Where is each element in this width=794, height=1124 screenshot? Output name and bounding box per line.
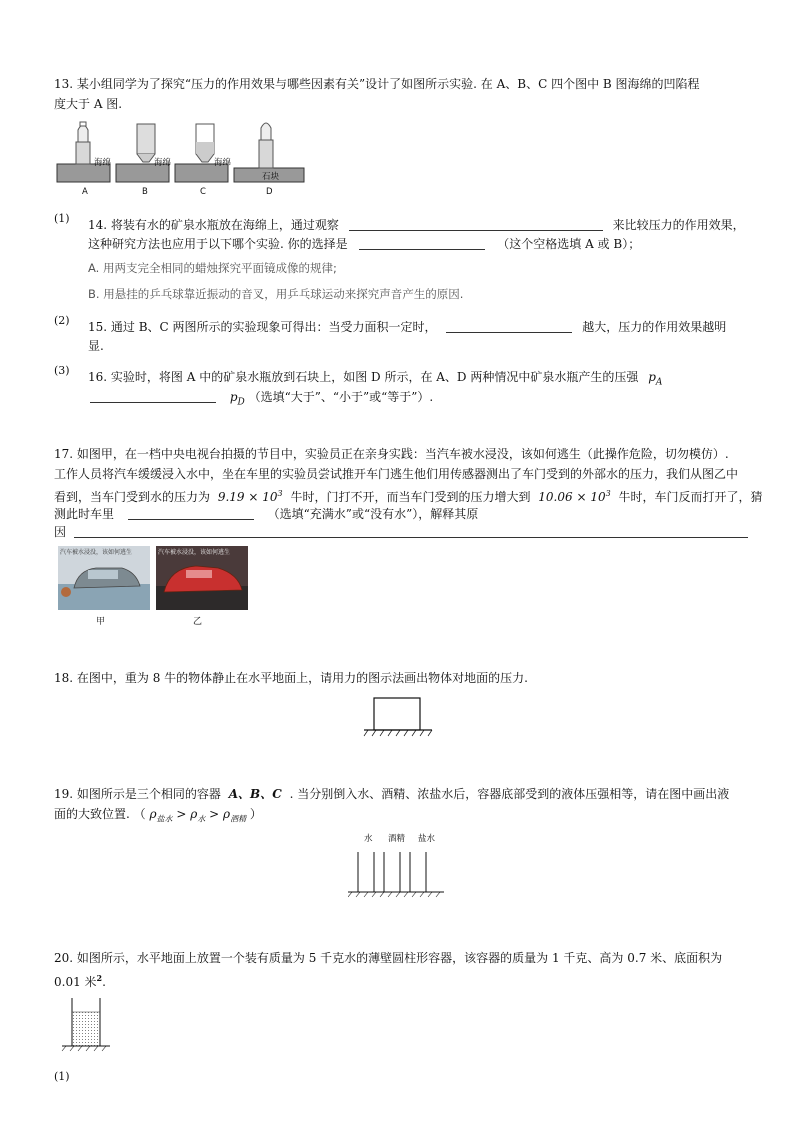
q19-letters: A、B、C (228, 787, 282, 801)
q14-line2 (88, 236, 640, 252)
fig-label-b: B (142, 187, 148, 197)
red-car-icon (156, 546, 248, 610)
q20-line2b: . (102, 975, 106, 989)
q14-blank2[interactable] (359, 237, 485, 250)
car-image-jia-caption: 汽车被水浸没，该如何逃生 (60, 549, 133, 556)
figure-label-jia: 甲 (96, 617, 106, 627)
q14-option-a: A. 用两支完全相同的蜡烛探究平面镜成像的规律; (88, 261, 337, 275)
sponge-label-b: 海绵 (154, 158, 172, 168)
sponge-label-a: 海绵 (94, 158, 112, 168)
q17-exp2: 3 (605, 489, 611, 498)
q17-val1: 9.19 × 10 (217, 490, 278, 504)
q17-line2: 工作人员将汽车缓缓浸入水中，坐在车里的实验员尝试推开车门逃生他们用传感器测出了车门受到的外部水的压力，我们从图乙中 (54, 467, 739, 481)
rho-sub-1: 盐水 (156, 814, 173, 824)
q19-line2a: 面的大致位置. （ (54, 807, 146, 821)
rho-sub-2: 水 (197, 814, 206, 824)
q14-line1b: 来比较压力的作用效果， (612, 218, 745, 232)
q16-pd (229, 390, 245, 408)
q16-pa-p: p (648, 370, 656, 384)
q17-blank2[interactable] (74, 525, 748, 538)
cylinder-container-icon (60, 996, 120, 1056)
car-image-yi (156, 546, 248, 610)
q20-cylinder-diagram (60, 996, 120, 1059)
q13-line1: 13. 某小组同学为了探究“压力的作用效果与哪些因素有关”设计了如图所示实验. 在 A、B、C 四个图中 B 图海绵的凹陷程 (54, 77, 700, 91)
figure-label-yi: 乙 (193, 617, 203, 627)
q16-sub: (3) (54, 364, 70, 377)
gt-2: > (209, 807, 220, 821)
q19-line2b: ） (249, 807, 262, 821)
sponge-label-c: 海绵 (214, 158, 232, 168)
rho-2: ρ (190, 807, 198, 821)
container-label-brine: 盐水 (418, 834, 436, 844)
q18-line1: 18. 在图中，重为 8 牛的物体静止在水平地面上，请用力的图示法画出物体对地面的压力. (54, 671, 528, 685)
q17-line4b: （选填“充满水”或“没有水”），解释其原 (267, 507, 479, 521)
q19-inequality (149, 807, 247, 824)
q14-line1a: 14. 将装有水的矿泉水瓶放在海绵上，通过观察 (88, 218, 339, 232)
fig-label-a: A (82, 187, 88, 197)
rho-sub-3: 酒精 (230, 814, 247, 824)
q14-blank1[interactable] (349, 218, 603, 231)
gt-1: > (176, 807, 187, 821)
q20-line1: 20. 如图所示，水平地面上放置一个装有质量为 5 千克水的薄壁圆柱形容器，该容器的质量为 1 千克、高为 0.7 米、底面积为 (54, 951, 723, 965)
car-image-jia (58, 546, 150, 610)
q14-line2a: 这种研究方法也应用于以下哪个实验. 你的选择是 (88, 237, 348, 251)
q19-containers-diagram (348, 830, 448, 910)
container-label-alcohol: 酒精 (388, 834, 406, 844)
q17-blank1[interactable] (128, 507, 254, 520)
three-containers-icon (348, 830, 448, 910)
q14-line2b: （这个空格选填 A 或 B）； (497, 237, 641, 251)
q20-sup: 2 (96, 973, 103, 983)
q16-pa-sub: A (655, 377, 663, 388)
container-label-water: 水 (364, 834, 373, 844)
fig-label-d: D (266, 187, 273, 197)
q13-figure (54, 116, 306, 200)
q17-line3a: 看到，当车门受到水的压力为 (54, 490, 211, 504)
q17-line5 (54, 524, 748, 540)
q16-pd-sub: D (237, 397, 245, 408)
q19-line2 (54, 806, 262, 827)
fig-label-c: C (200, 187, 206, 197)
q16-pd-p: p (229, 390, 238, 404)
q16-line1 (88, 369, 662, 390)
car-image-yi-caption: 汽车被水浸没，该如何逃生 (158, 549, 231, 556)
q17-exp1: 3 (277, 489, 283, 498)
q16-blank[interactable] (90, 390, 216, 403)
q19-line1a: 19. 如图所示是三个相同的容器 (54, 787, 221, 801)
q14-option-b: B. 用悬挂的乒乓球靠近振动的音叉，用乒乓球运动来探究声音产生的原因. (88, 287, 464, 301)
q17-value2 (538, 490, 610, 504)
q20-line2-text: 0.01 米 (54, 975, 97, 989)
q17-line5-text: 因 (54, 525, 67, 539)
q17-line3 (54, 486, 763, 505)
rho-1: ρ (149, 807, 157, 821)
q16-pa (648, 370, 663, 388)
q13-line2: 度大于 A 图. (54, 97, 123, 111)
q15-line1b: 越大，压力的作用效果越明 (582, 320, 727, 334)
q19-line1 (54, 786, 729, 802)
q16-line1-text: 16. 实验时，将图 A 中的矿泉水瓶放到石块上，如图 D 所示，在 A、D 两种情况中矿泉水瓶产生的压强 (88, 370, 639, 384)
q15-line2: 显. (88, 339, 104, 353)
block-on-ground-icon (362, 696, 434, 740)
q20-line2 (54, 970, 106, 990)
q14-sub: (1) (54, 212, 70, 225)
q17-val2: 10.06 × 10 (538, 490, 606, 504)
q15-line1 (88, 319, 726, 335)
q17-line4 (54, 506, 478, 522)
q17-line4a: 测此时车里 (54, 507, 115, 521)
q17-line3c: 牛时，车门反而打开了，猜 (618, 490, 763, 504)
q16-line2 (90, 389, 433, 410)
q16-line2b: （选填“大于”、“小于”或“等于”）. (248, 390, 434, 404)
q15-sub: (2) (54, 314, 70, 327)
stone-label: 石块 (262, 172, 280, 182)
q17-line3b: 牛时，门打不开，而当车门受到的压力增大到 (290, 490, 531, 504)
q19-line1b: . 当分别倒入水、酒精、浓盐水后，容器底部受到的液体压强相等，请在图中画出液 (289, 787, 730, 801)
q18-block-diagram (362, 696, 434, 743)
q15-line1a: 15. 通过 B、C 两图所示的实验现象可得出：当受力面积一定时， (88, 320, 437, 334)
rho-3: ρ (223, 807, 231, 821)
q15-blank[interactable] (446, 320, 572, 333)
car-in-water-icon (58, 546, 150, 610)
q17-value1 (218, 490, 283, 504)
q17-line1: 17. 如图甲，在一档中央电视台拍摄的节目中，实验员正在亲身实践：当汽车被水浸没，该如何逃生（此操作危险，切勿模仿）. (54, 447, 729, 461)
q20-sub: (1) (54, 1070, 70, 1083)
q14-line1 (88, 217, 745, 233)
